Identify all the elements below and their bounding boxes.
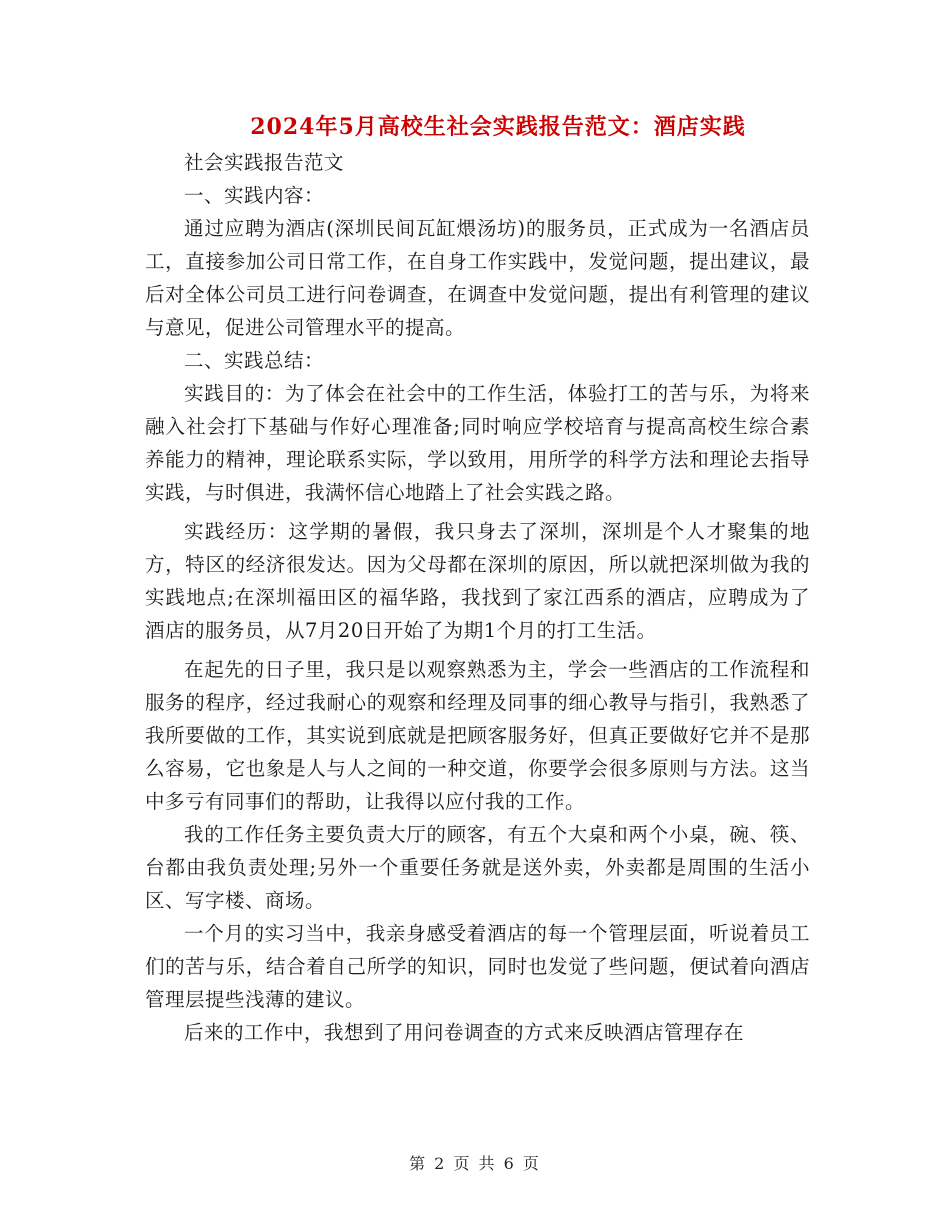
paragraph-internship-month: 一个月的实习当中，我亲身感受着酒店的每一个管理层面，听说着员工们的苦与乐，结合着自己所学的知识，同时也发觉了些问题，便试着向酒店管理层提些浅薄的建议。 [145, 922, 810, 1011]
document-title: 2024年5月高校生社会实践报告范文：酒店实践 [250, 114, 746, 140]
section-heading-summary: 二、实践总结： [184, 349, 325, 372]
page-number-footer: 第 2 页 共 6 页 [409, 1154, 541, 1173]
paragraph-practice-content: 通过应聘为酒店(深圳民间瓦缸煨汤坊)的服务员，正式成为一名酒店员工，直接参加公司日常工作，在自身工作实践中，发觉问题，提出建议，最后对全体公司员工进行问卷调查，在调查中发觉问题，提出有利管理的建议与意见，促进公司管理水平的提高。 [145, 217, 810, 339]
paragraph-later-work: 后来的工作中，我想到了用问卷调查的方式来反映酒店管理存在 [184, 1021, 745, 1044]
paragraph-practice-experience: 实践经历：这学期的暑假，我只身去了深圳，深圳是个人才聚集的地方，特区的经济很发达。因为父母都在深圳的原因，所以就把深圳做为我的实践地点;在深圳福田区的福华路，我找到了家江西系的酒店，应聘成为了酒店的服务员，从7月20日开始了为期1个月的打工生活。 [145, 520, 810, 642]
document-body [145, 146, 810, 1049]
section-heading-content: 一、实践内容： [184, 184, 325, 207]
paragraph-work-tasks: 我的工作任务主要负责大厅的顾客，有五个大桌和两个小桌，碗、筷、台都由我负责处理;另外一个重要任务就是送外卖，外卖都是周围的生活小区、写字楼、商场。 [145, 823, 810, 912]
paragraph-early-days: 在起先的日子里，我只是以观察熟悉为主，学会一些酒店的工作流程和服务的程序，经过我耐心的观察和经理及同事的细心教导与指引，我熟悉了我所要做的工作，其实说到底就是把顾客服务好，但真正要做好它并不是那么容易，它也象是人与人之间的一种交道，你要学会很多原则与方法。这当中多亏有同事们的帮助，让我得以应付我的工作。 [145, 658, 810, 813]
paragraph-subtitle: 社会实践报告范文 [184, 151, 345, 174]
paragraph-practice-purpose: 实践目的：为了体会在社会中的工作生活，体验打工的苦与乐，为将来融入社会打下基础与作好心理准备;同时响应学校培育与提高高校生综合素养能力的精神，理论联系实际，学以致用，用所学的科学方法和理论去指导实践，与时俱进，我满怀信心地踏上了社会实践之路。 [145, 382, 810, 504]
